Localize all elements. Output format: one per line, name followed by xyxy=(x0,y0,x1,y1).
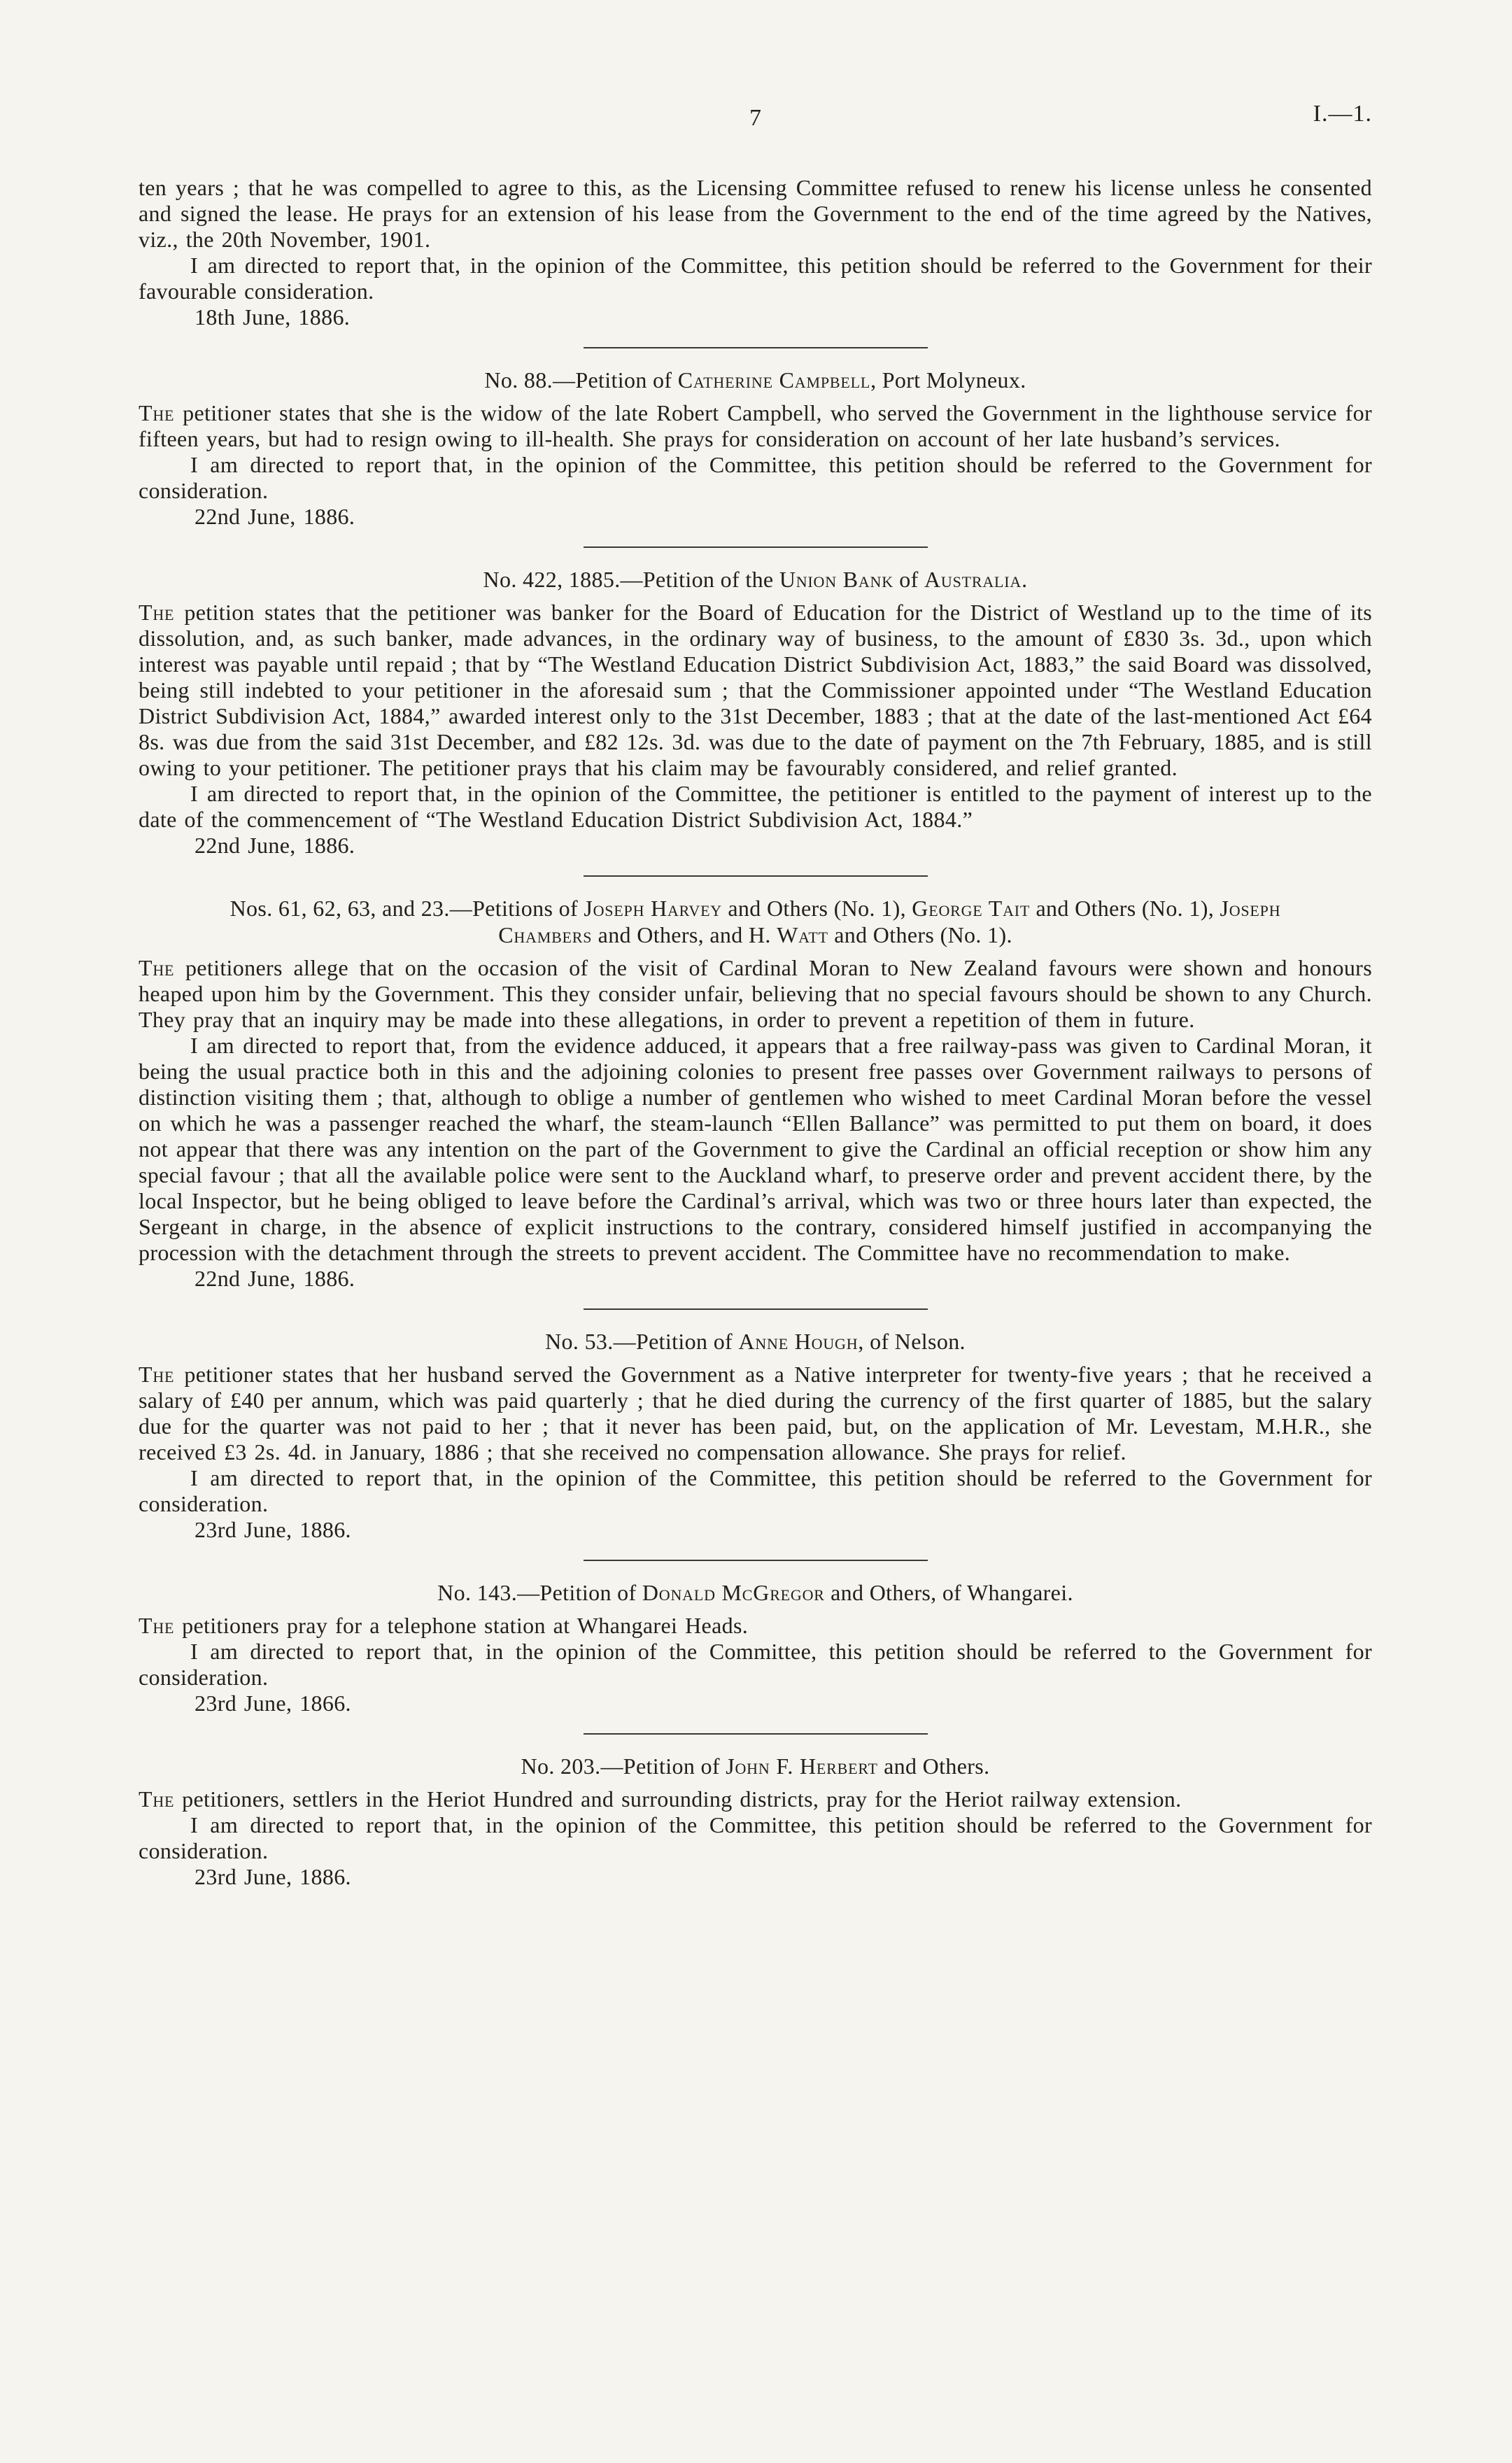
petition-heading: No. 203.—Petition of John F. Herbert and Others. xyxy=(521,1753,990,1779)
document-body xyxy=(139,175,1372,1890)
section-divider xyxy=(584,1733,928,1735)
section-divider xyxy=(584,1308,928,1310)
petition-section xyxy=(139,566,1372,859)
section-divider xyxy=(584,546,928,548)
committee-report: I am directed to report that, from the evidence adduced, it appears that a free railway-pass was given to Cardinal Moran, it being the usual practice both in this and the adjoining colonies to present free passes over Government railways to persons of distinction visiting them ; that, although to oblige a number of gentlemen who wished to meet Cardinal Moran before the vessel on which he was a passenger reached the wharf, the steam-launch “Ellen Ballance” was permitted to put them on board, it does not appear that there was any intention on the part of the Government to give the Cardinal an official reception or show him any special favour ; that all the available police were sent to the Auckland wharf, to preserve order and prevent accident there, by the local Inspector, but he being obliged to leave before the Cardinal’s arrival, which was two or three hours later than expected, the Sergeant in charge, in the absence of explicit instructions to the contrary, considered himself justified in accompanying the procession with the detachment through the streets to prevent accident. The Committee have no recommendation to make. xyxy=(139,1033,1372,1265)
document-reference: I.—1. xyxy=(1313,101,1372,127)
petition-section xyxy=(139,1753,1372,1890)
petition-section xyxy=(139,175,1372,330)
statement-text: petitioner states that her husband served the Government as a Native interpreter for twenty-five years ; that he received a salary of £40 per annum, which was paid quarterly ; that he died during the currency of the first quarter of 1885, but the salary due for the quarter was not paid to her ; that it never has been paid, but, on the application of Mr. Levestam, M.H.R., she received £3 2s. 4d. in January, 1886 ; that she received no compensation allowance. She prays for relief. xyxy=(139,1362,1372,1465)
petition-heading: Nos. 61, 62, 63, and 23.—Petitions of Joseph Harvey and Others (No. 1), George Tait and Others (No. 1), Joseph Chambers and Others, and H. Watt and Others (No. 1). xyxy=(229,896,1281,947)
date-line: 23rd June, 1866. xyxy=(195,1691,351,1716)
statement-text: petitioners, settlers in the Heriot Hundred and surrounding districts, pray for the Heriot railway extension. xyxy=(182,1786,1182,1812)
lead-word: The xyxy=(139,1362,175,1387)
lead-word: The xyxy=(139,1786,175,1812)
petition-statement xyxy=(139,1786,1372,1812)
committee-report: I am directed to report that, in the opinion of the Committee, this petition should be referred to the Government for consideration. xyxy=(139,1812,1372,1863)
date-line: 18th June, 1886. xyxy=(195,304,351,330)
petition-section xyxy=(139,1579,1372,1716)
lead-word: The xyxy=(139,600,175,625)
petition-section xyxy=(139,1328,1372,1543)
section-divider xyxy=(584,875,928,877)
committee-report: I am directed to report that, in the opinion of the Committee, this petition should be referred to the Government for their favourable consideration. xyxy=(139,253,1372,304)
petition-heading: No. 53.—Petition of Anne Hough, of Nelson. xyxy=(545,1329,966,1354)
committee-report: I am directed to report that, in the opinion of the Committee, this petition should be referred to the Government for consideration. xyxy=(139,1639,1372,1690)
continuation-paragraph: ten years ; that he was compelled to agree to this, as the Licensing Committee refused to renew his license unless he consented and signed the lease. He prays for an extension of his lease from the Government to the end of the time agreed by the Natives, viz., the 20th November, 1901. xyxy=(139,175,1372,252)
petition-statement xyxy=(139,600,1372,781)
lead-word: The xyxy=(139,1613,175,1638)
committee-report: I am directed to report that, in the opinion of the Committee, this petition should be referred to the Government for consideration. xyxy=(139,452,1372,503)
committee-report: I am directed to report that, in the opinion of the Committee, the petitioner is entitled to the payment of interest up to the date of the commencement of “The Westland Education District Subdivision Act, 1884.” xyxy=(139,781,1372,832)
lead-word: The xyxy=(139,400,175,425)
statement-text: petitioners pray for a telephone station at Whangarei Heads. xyxy=(182,1613,749,1638)
section-divider xyxy=(584,347,928,348)
section-divider xyxy=(584,1560,928,1561)
date-line: 23rd June, 1886. xyxy=(195,1517,351,1542)
petition-heading: No. 88.—Petition of Catherine Campbell, Port Molyneux. xyxy=(484,367,1026,393)
petition-section xyxy=(139,895,1372,1292)
lead-word: The xyxy=(139,955,175,980)
petition-statement xyxy=(139,1362,1372,1465)
page-number: 7 xyxy=(749,105,761,131)
petition-statement xyxy=(139,1613,1372,1639)
petition-heading: No. 422, 1885.—Petition of the Union Bank of Australia. xyxy=(483,567,1028,592)
statement-text: petitioners allege that on the occasion of the visit of Cardinal Moran to New Zealand favours were shown and honours heaped upon him by the Government. This they consider unfair, believing that no special favours should be shown to any Church. They pray that an inquiry may be made into these allegations, in order to prevent a repetition of them in future. xyxy=(139,955,1372,1032)
date-line: 22nd June, 1886. xyxy=(195,504,355,529)
statement-text: petitioner states that she is the widow of the late Robert Campbell, who served the Government in the lighthouse service for fifteen years, but had to resign owing to ill-health. She prays for consideration on account of her late husband’s services. xyxy=(139,400,1372,451)
date-line: 23rd June, 1886. xyxy=(195,1864,351,1889)
petition-statement xyxy=(139,955,1372,1033)
statement-text: petition states that the petitioner was banker for the Board of Education for the District of Westland up to the time of its dissolution, and, as such banker, made advances, in the ordinary way of business, to the amount of £830 3s. 3d., upon which interest was payable until repaid ; that by “The Westland Education District Subdivision Act, 1883,” the said Board was dissolved, being still indebted to your petitioner in the aforesaid sum ; that the Commissioner appointed under “The Westland Education District Subdivision Act, 1884,” awarded interest only to the 31st December, 1883 ; that at the date of the last-mentioned Act £64 8s. was due from the said 31st December, and £82 12s. 3d. was due to the date of payment on the 7th February, 1885, and is still owing to your petitioner. The petitioner prays that his claim may be favourably considered, and relief granted. xyxy=(139,600,1372,780)
date-line: 22nd June, 1886. xyxy=(195,833,355,858)
petition-heading: No. 143.—Petition of Donald McGregor and Others, of Whangarei. xyxy=(437,1580,1073,1605)
petition-statement xyxy=(139,400,1372,452)
date-line: 22nd June, 1886. xyxy=(195,1266,355,1291)
page-header xyxy=(139,101,1372,139)
petition-section xyxy=(139,367,1372,530)
committee-report: I am directed to report that, in the opinion of the Committee, this petition should be referred to the Government for consideration. xyxy=(139,1465,1372,1516)
